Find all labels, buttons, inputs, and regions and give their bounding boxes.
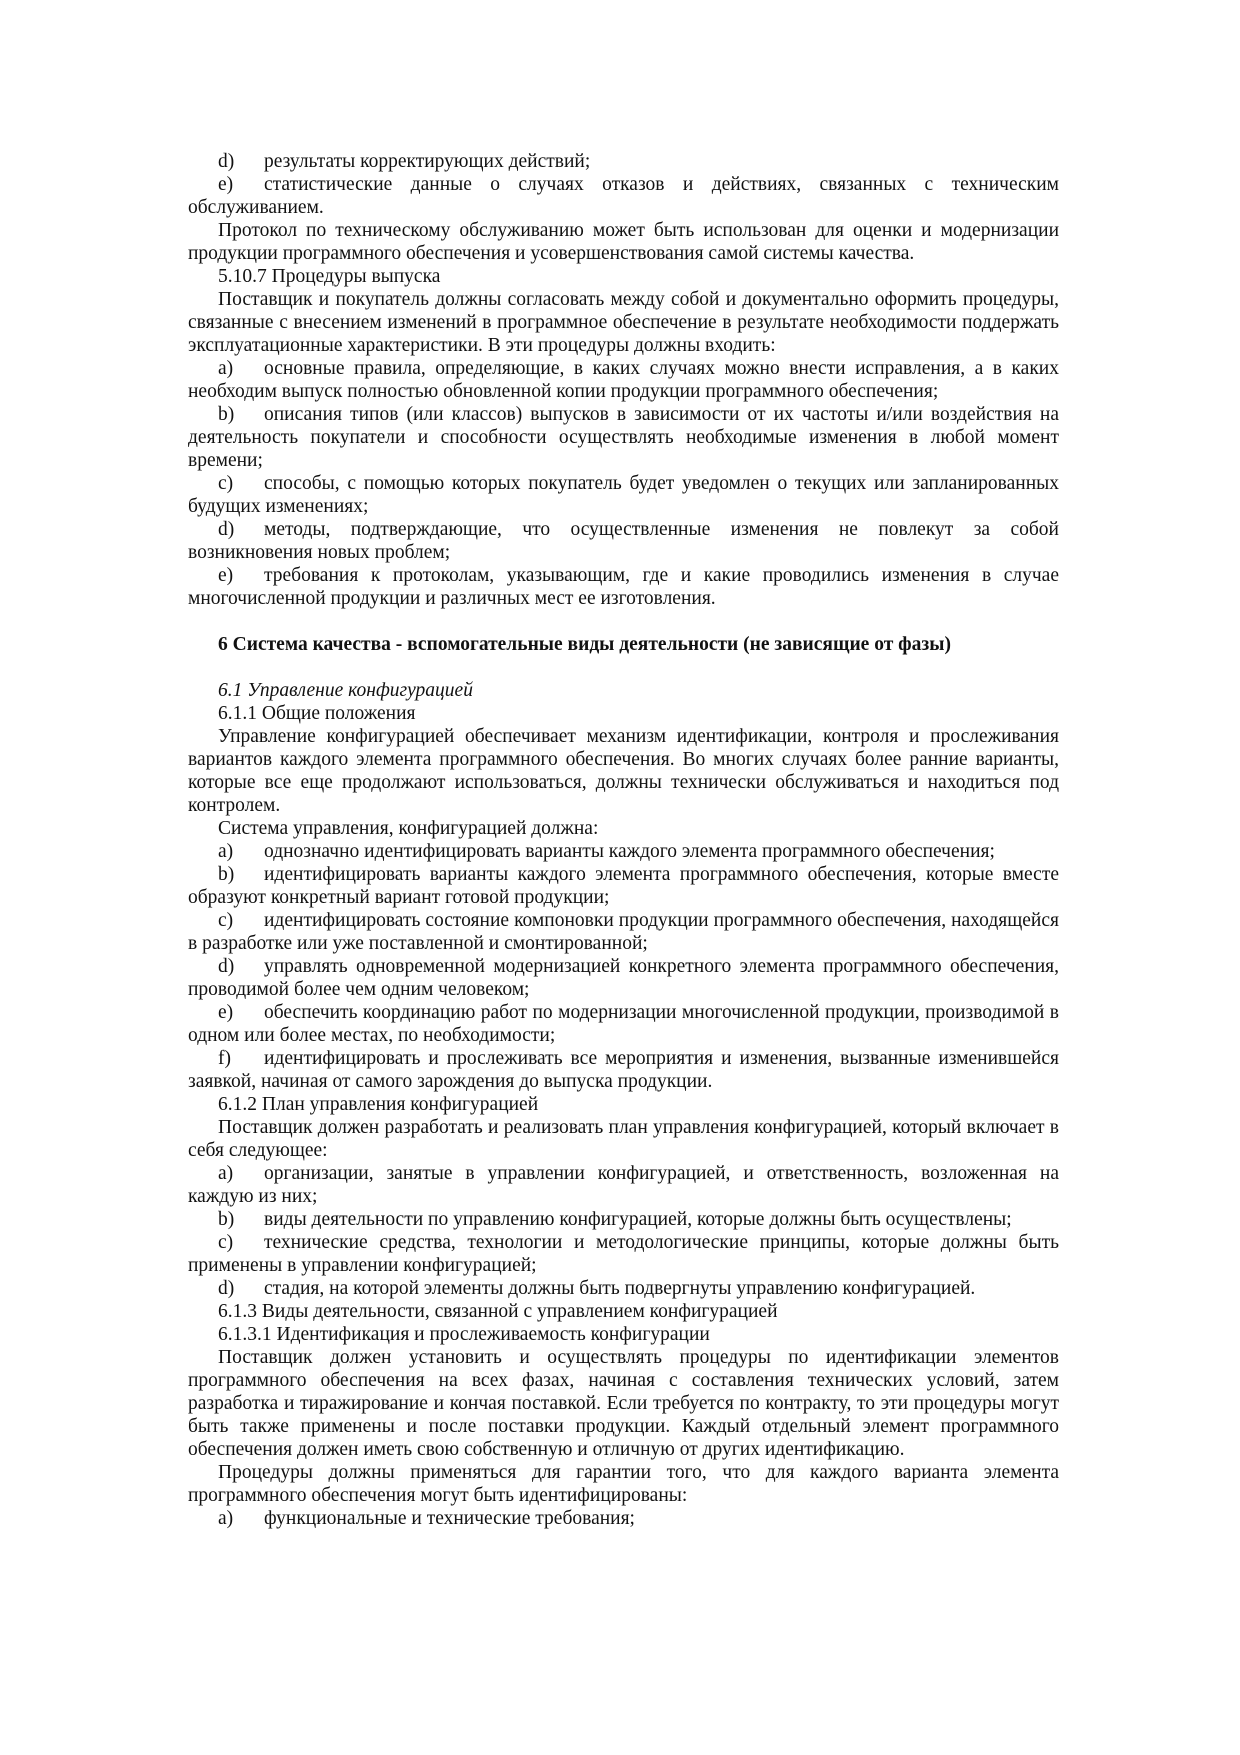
list-marker: d) xyxy=(218,956,235,977)
list-marker: e) xyxy=(218,565,234,586)
list-marker: a) xyxy=(218,1163,234,1184)
list-marker: e) xyxy=(218,1002,234,1023)
list-marker: f) xyxy=(218,1048,231,1069)
list-item xyxy=(188,403,1059,472)
list-item xyxy=(188,472,1059,518)
list-text: обеспечить координацию работ по модернизации многочисленной продукции, производимой в одном или более местах, по необходимости; xyxy=(188,1002,1059,1046)
list-item xyxy=(188,1507,1059,1530)
list-marker: b) xyxy=(218,1209,235,1230)
list-marker: d) xyxy=(218,1278,235,1299)
list-item xyxy=(188,150,1059,173)
list-text: виды деятельности по управлению конфигурацией, которые должны быть осуществлены; xyxy=(264,1209,1012,1230)
section-title: 6.1.2 План управления конфигурацией xyxy=(218,1094,539,1115)
list-item xyxy=(188,173,1059,219)
list-text: стадия, на которой элементы должны быть подвергнуты управлению конфигурацией. xyxy=(264,1278,976,1299)
subsection-title: 6.1 Управление конфигурацией xyxy=(218,680,473,701)
list-marker: a) xyxy=(218,358,234,379)
list-item xyxy=(188,518,1059,564)
list-text: идентифицировать состояние компоновки продукции программного обеспечения, находящейся в разработке или уже поставленной и смонтированной; xyxy=(188,910,1059,954)
list-item xyxy=(188,564,1059,610)
list-text: результаты корректирующих действий; xyxy=(264,151,591,172)
list-item xyxy=(188,955,1059,1001)
list-marker: d) xyxy=(218,519,235,540)
paragraph: Поставщик и покупатель должны согласовать между собой и документально оформить процедуры, связанные с внесением изменений в программное обеспечение в результате необходимости поддержать эксплуатационные характеристики. В эти процедуры должны входить: xyxy=(188,289,1059,356)
list-item xyxy=(188,1001,1059,1047)
chapter-heading: 6 Система качества - вспомогательные виды деятельности (не зависящие от фазы) xyxy=(218,634,951,655)
list-text: требования к протоколам, указывающим, где и какие проводились изменения в случае многочисленной продукции и различных мест ее изготовления. xyxy=(188,565,1059,609)
section-title: 5.10.7 Процедуры выпуска xyxy=(218,266,441,287)
list-item xyxy=(188,357,1059,403)
paragraph: Поставщик должен установить и осуществлять процедуры по идентификации элементов программного обеспечения на всех фазах, начиная с составления технических условий, затем разработка и тиражирование и кончая поставкой. Если требуется по контракту, то эти процедуры могут быть также применены и после поставки продукции. Каждый отдельный элемент программного обеспечения должен иметь свою собственную и отличную от других идентификацию. xyxy=(188,1347,1059,1460)
list-text: функциональные и технические требования; xyxy=(264,1508,635,1529)
list-item xyxy=(188,863,1059,909)
list-item xyxy=(188,1231,1059,1277)
section-title: 6.1.3 Виды деятельности, связанной с управлением конфигурацией xyxy=(218,1301,778,1322)
list-text: идентифицировать и прослеживать все мероприятия и изменения, вызванные изменившейся заявкой, начиная от самого зарождения до выпуска продукции. xyxy=(188,1048,1059,1092)
paragraph: Поставщик должен разработать и реализовать план управления конфигурацией, который включает в себя следующее: xyxy=(188,1117,1059,1161)
paragraph: Управление конфигурацией обеспечивает механизм идентификации, контроля и прослеживания вариантов каждого элемента программного обеспечения. Во многих случаях более ранние варианты, которые все еще продолжают использоваться, должны технически обслуживаться и находиться под контролем. xyxy=(188,726,1059,816)
list-text: однозначно идентифицировать варианты каждого элемента программного обеспечения; xyxy=(264,841,995,862)
section-title: 6.1.3.1 Идентификация и прослеживаемость конфигурации xyxy=(218,1324,710,1345)
list-item xyxy=(188,840,1059,863)
list-text: способы, с помощью которых покупатель будет уведомлен о текущих или запланированных будущих изменениях; xyxy=(188,473,1059,517)
paragraph: Процедуры должны применяться для гарантии того, что для каждого варианта элемента программного обеспечения могут быть идентифицированы: xyxy=(188,1462,1059,1506)
list-text: идентифицировать варианты каждого элемента программного обеспечения, которые вместе образуют конкретный вариант готовой продукции; xyxy=(188,864,1059,908)
paragraph: Протокол по техническому обслуживанию может быть использован для оценки и модернизации продукции программного обеспечения и усовершенствования самой системы качества. xyxy=(188,220,1059,264)
list-marker: a) xyxy=(218,841,234,862)
list-item xyxy=(188,1047,1059,1093)
list-item xyxy=(188,1162,1059,1208)
list-text: технические средства, технологии и методологические принципы, которые должны быть применены в управлении конфигурацией; xyxy=(188,1232,1059,1276)
list-text: методы, подтверждающие, что осуществленные изменения не повлекут за собой возникновения новых проблем; xyxy=(188,519,1059,563)
list-marker: d) xyxy=(218,151,235,172)
list-item xyxy=(188,1277,1059,1300)
list-text: основные правила, определяющие, в каких случаях можно внести исправления, а в каких необходим выпуск полностью обновленной копии продукции программного обеспечения; xyxy=(188,358,1059,402)
list-marker: e) xyxy=(218,174,234,195)
list-marker: c) xyxy=(218,1232,234,1253)
list-marker: b) xyxy=(218,864,235,885)
list-marker: b) xyxy=(218,404,235,425)
list-text: организации, занятые в управлении конфигурацией, и ответственность, возложенная на каждую из них; xyxy=(188,1163,1059,1207)
list-text: управлять одновременной модернизацией конкретного элемента программного обеспечения, проводимой более чем одним человеком; xyxy=(188,956,1059,1000)
list-marker: c) xyxy=(218,910,234,931)
section-title: 6.1.1 Общие положения xyxy=(218,703,416,724)
paragraph: Система управления, конфигурацией должна: xyxy=(218,818,599,839)
list-marker: a) xyxy=(218,1508,234,1529)
list-item xyxy=(188,909,1059,955)
list-text: статистические данные о случаях отказов и действиях, связанных с техническим обслуживанием. xyxy=(188,174,1059,218)
list-item xyxy=(188,1208,1059,1231)
list-marker: c) xyxy=(218,473,234,494)
list-text: описания типов (или классов) выпусков в зависимости от их частоты и/или воздействия на деятельность покупатели и способности осуществлять необходимые изменения в любой момент времени; xyxy=(188,404,1059,471)
